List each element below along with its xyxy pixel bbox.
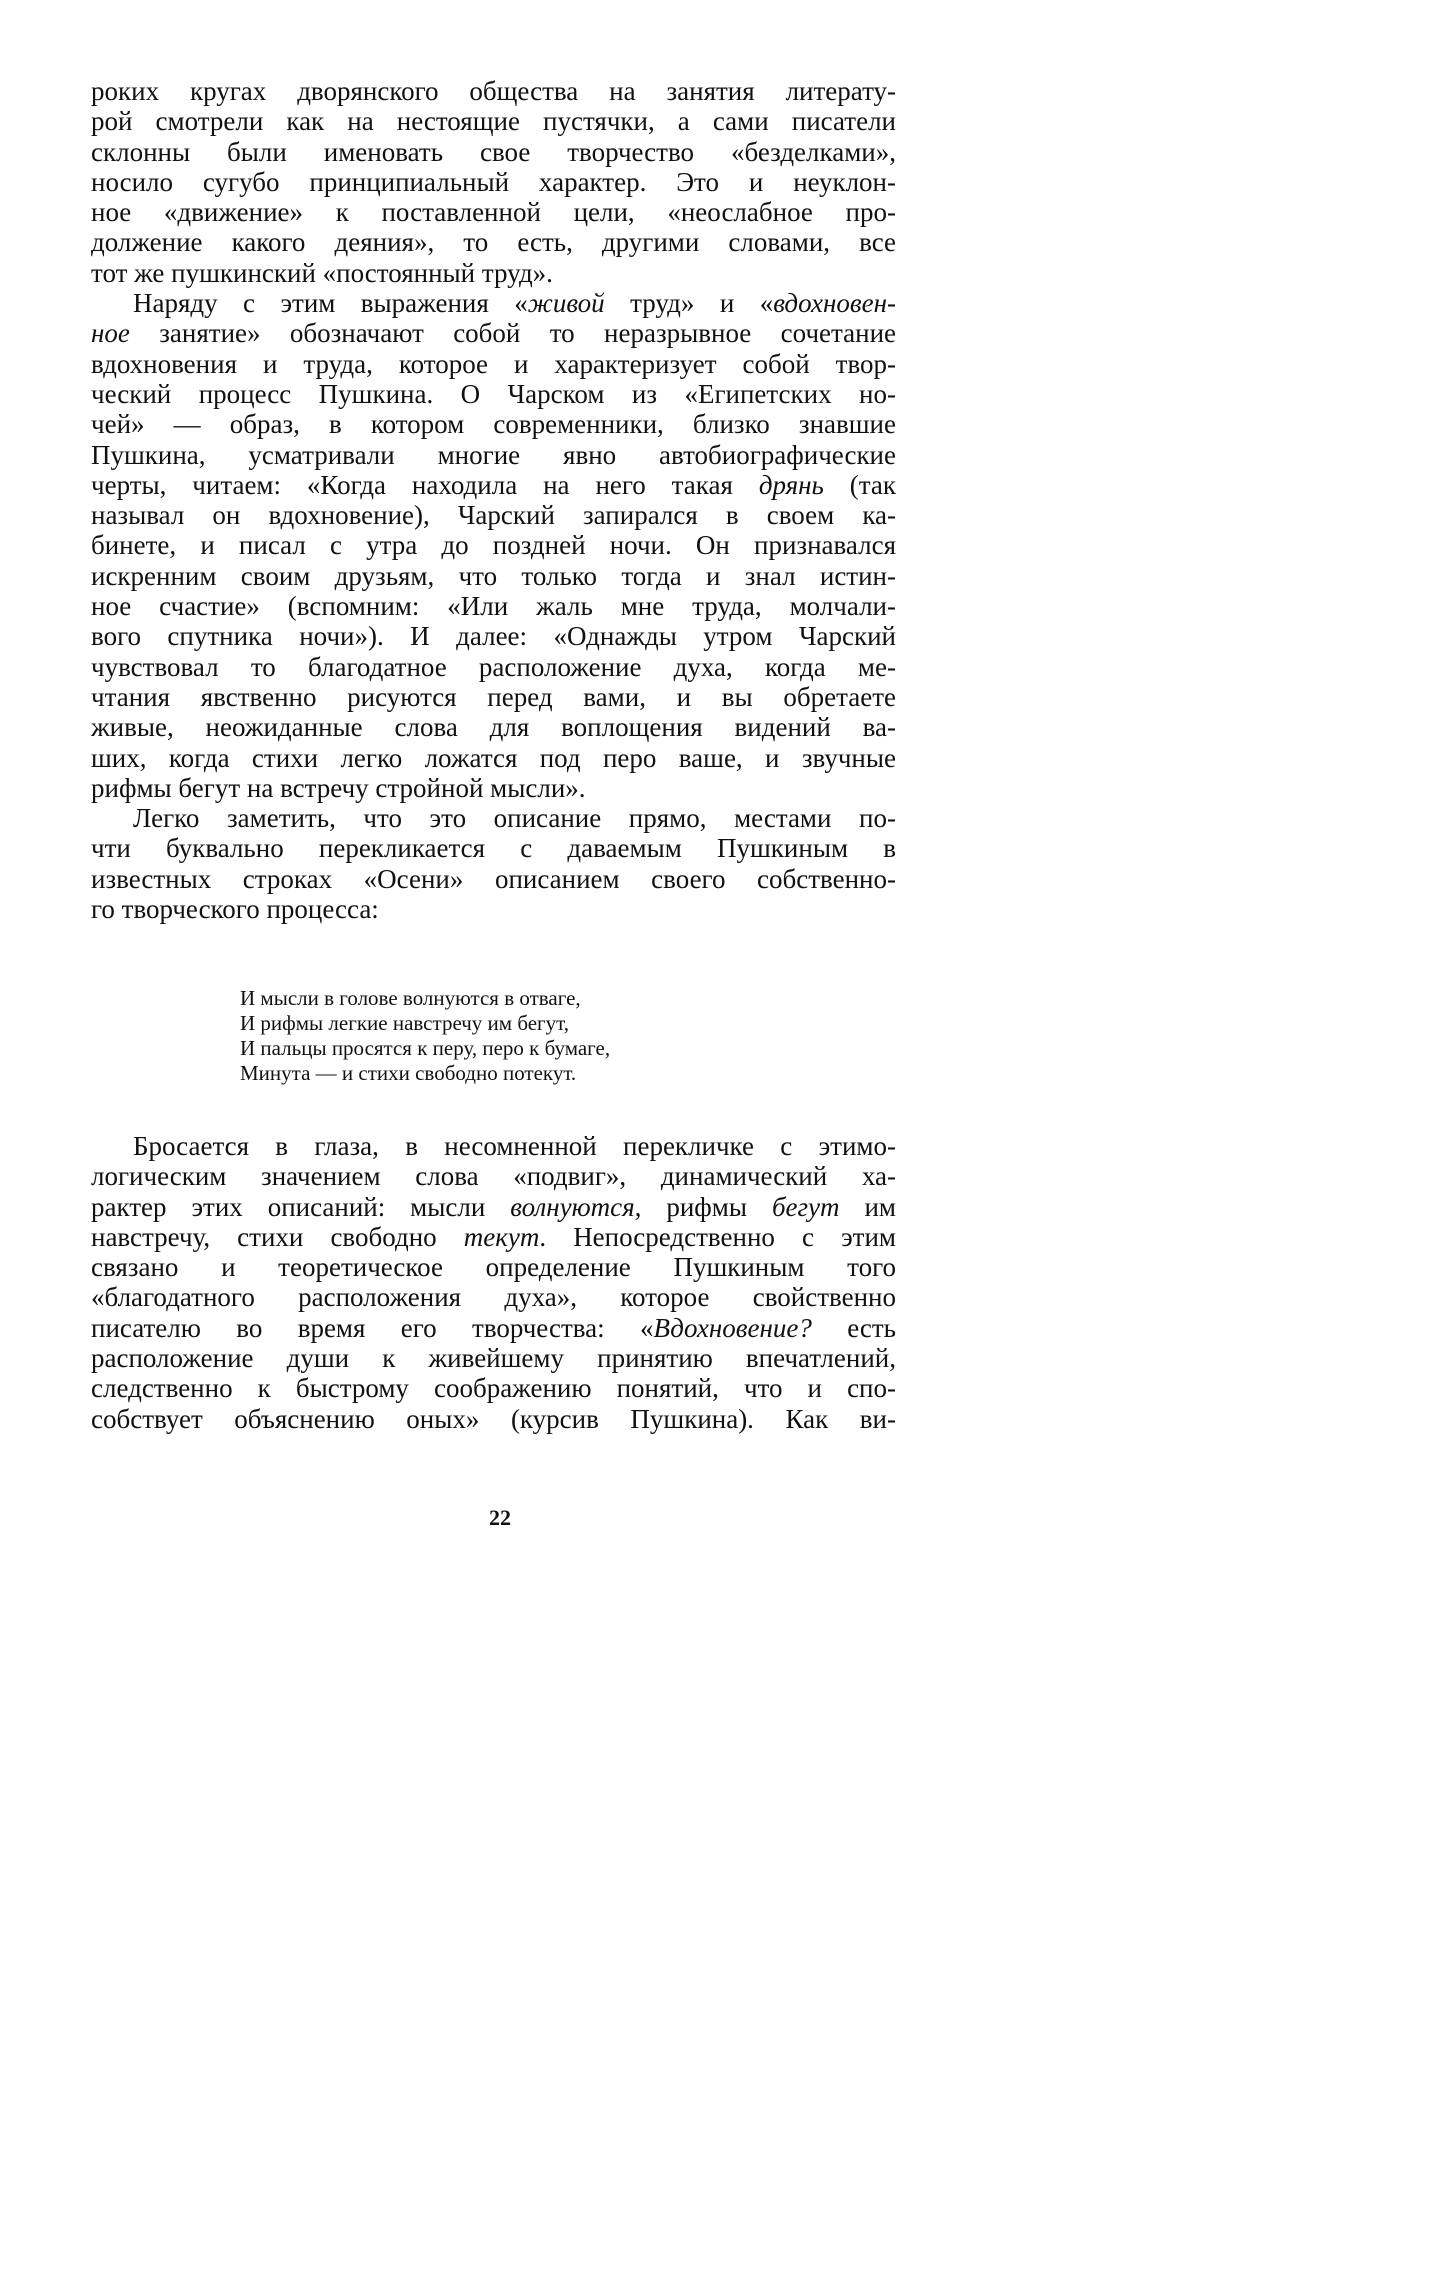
- italic-run: текут: [463, 1221, 540, 1252]
- text-line: [91, 1313, 896, 1343]
- verse-quote: [240, 986, 800, 1086]
- text-line: чувствовал то благодатное расположение духа, когда ме-: [91, 651, 896, 682]
- italic-run: волнуются,: [510, 1191, 642, 1222]
- verse-line: И мысли в голове волнуются в отваге,: [240, 986, 581, 1010]
- text-line: [91, 1222, 896, 1252]
- text-line: [91, 1192, 896, 1222]
- verse-line: И пальцы просятся к перу, перо к бумаге,: [240, 1036, 611, 1060]
- text-line: тот же пушкинский «постоянный труд».: [91, 257, 553, 288]
- text-line: искренним своим друзьям, что только тогда и знал истин-: [91, 560, 896, 591]
- italic-run: Вдохновение?: [653, 1312, 812, 1343]
- text-column-lower: [91, 1131, 896, 1434]
- text-line: ное счастие» (вспомним: «Или жаль мне труда, молчали-: [91, 591, 896, 622]
- text-run: (так: [823, 469, 896, 500]
- text-line: склонны были именовать свое творчество «безделками»,: [91, 136, 896, 167]
- text-line: чтания явственно рисуются перед вами, и вы обретаете: [91, 681, 896, 712]
- italic-run: дрянь: [758, 469, 824, 500]
- text-line: [91, 470, 896, 500]
- text-line: чти буквально перекликается с даваемым Пушкиным в: [91, 833, 896, 864]
- text-line: известных строках «Осени» описанием своего собственно-: [91, 863, 896, 894]
- text-line: называл он вдохновение), Чарский запирался в своем ка-: [91, 500, 896, 531]
- text-line: живые, неожиданные слова для воплощения видений ва-: [91, 712, 896, 743]
- text-run: труд» и «: [604, 288, 774, 319]
- text-run: писателю во время его творчества: «: [91, 1312, 654, 1343]
- text-line: Бросается в глаза, в несомненной перекличке с этимо-: [133, 1131, 896, 1161]
- text-line: [91, 318, 896, 348]
- verse-line: Минута — и стихи свободно потекут.: [240, 1061, 577, 1085]
- text-line: бинете, и писал с утра до поздней ночи. Он признавался: [91, 530, 896, 561]
- text-line: го творческого процесса:: [91, 894, 379, 925]
- italic-run: живой: [527, 288, 605, 319]
- text-run: занятие» обозначают собой то неразрывное сочетание: [129, 318, 896, 349]
- text-run: Наряду с этим выражения «: [133, 288, 528, 319]
- text-line: ное «движение» к поставленной цели, «неослабное про-: [91, 197, 896, 228]
- italic-run: вдохновен-: [773, 288, 896, 319]
- text-column: [91, 76, 896, 924]
- text-line: следственно к быстрому соображению понятий, что и спо-: [91, 1373, 896, 1404]
- verse-line: И рифмы легкие навстречу им бегут,: [240, 1011, 570, 1035]
- text-run: есть: [811, 1312, 896, 1343]
- text-line: рифмы бегут на встречу стройной мысли».: [91, 772, 586, 803]
- text-line: ческий процесс Пушкина. О Чарском из «Египетских но-: [91, 378, 896, 409]
- text-run: рифмы: [641, 1191, 772, 1222]
- text-run: навстречу, стихи свободно: [91, 1221, 464, 1252]
- text-line: «благодатного расположения духа», которое свойственно: [91, 1282, 896, 1313]
- text-run: рактер этих описаний: мысли: [91, 1191, 511, 1222]
- text-line: чей» — образ, в котором современники, близко знавшие: [91, 409, 896, 440]
- text-line: Легко заметить, что это описание прямо, местами по-: [133, 803, 896, 834]
- text-line: связано и теоретическое определение Пушкиным того: [91, 1252, 896, 1283]
- text-run: . Непосредственно с этим: [539, 1221, 896, 1252]
- text-line: рой смотрели как на нестоящие пустячки, а сами писатели: [91, 106, 896, 137]
- text-line: ших, когда стихи легко ложатся под перо ваше, и звучные: [91, 742, 896, 773]
- text-run: черты, читаем: «Когда находила на него такая: [91, 469, 759, 500]
- text-line: вдохновения и труда, которое и характеризует собой твор-: [91, 348, 896, 379]
- text-line: роких кругах дворянского общества на занятия литерату-: [91, 76, 896, 106]
- book-page: [0, 0, 1000, 1585]
- text-line: [91, 288, 896, 318]
- text-line: собствует объяснению оных» (курсив Пушкина). Как ви-: [91, 1403, 896, 1434]
- text-line: расположение души к живейшему принятию впечатлений,: [91, 1343, 896, 1374]
- text-line: должение какого деяния», то есть, другими словами, все: [91, 227, 896, 258]
- text-line: Пушкина, усматривали многие явно автобиографические: [91, 439, 896, 470]
- text-line: логическим значением слова «подвиг», динамический ха-: [91, 1161, 896, 1192]
- text-line: вого спутника ночи»). И далее: «Однажды утром Чарский: [91, 621, 896, 652]
- italic-run: ное: [91, 318, 130, 349]
- page-number: 22: [489, 1505, 511, 1530]
- text-line: носило сугубо принципиальный характер. Это и неуклон-: [91, 166, 896, 197]
- text-run: им: [839, 1191, 897, 1222]
- italic-run: бегут: [771, 1191, 840, 1222]
